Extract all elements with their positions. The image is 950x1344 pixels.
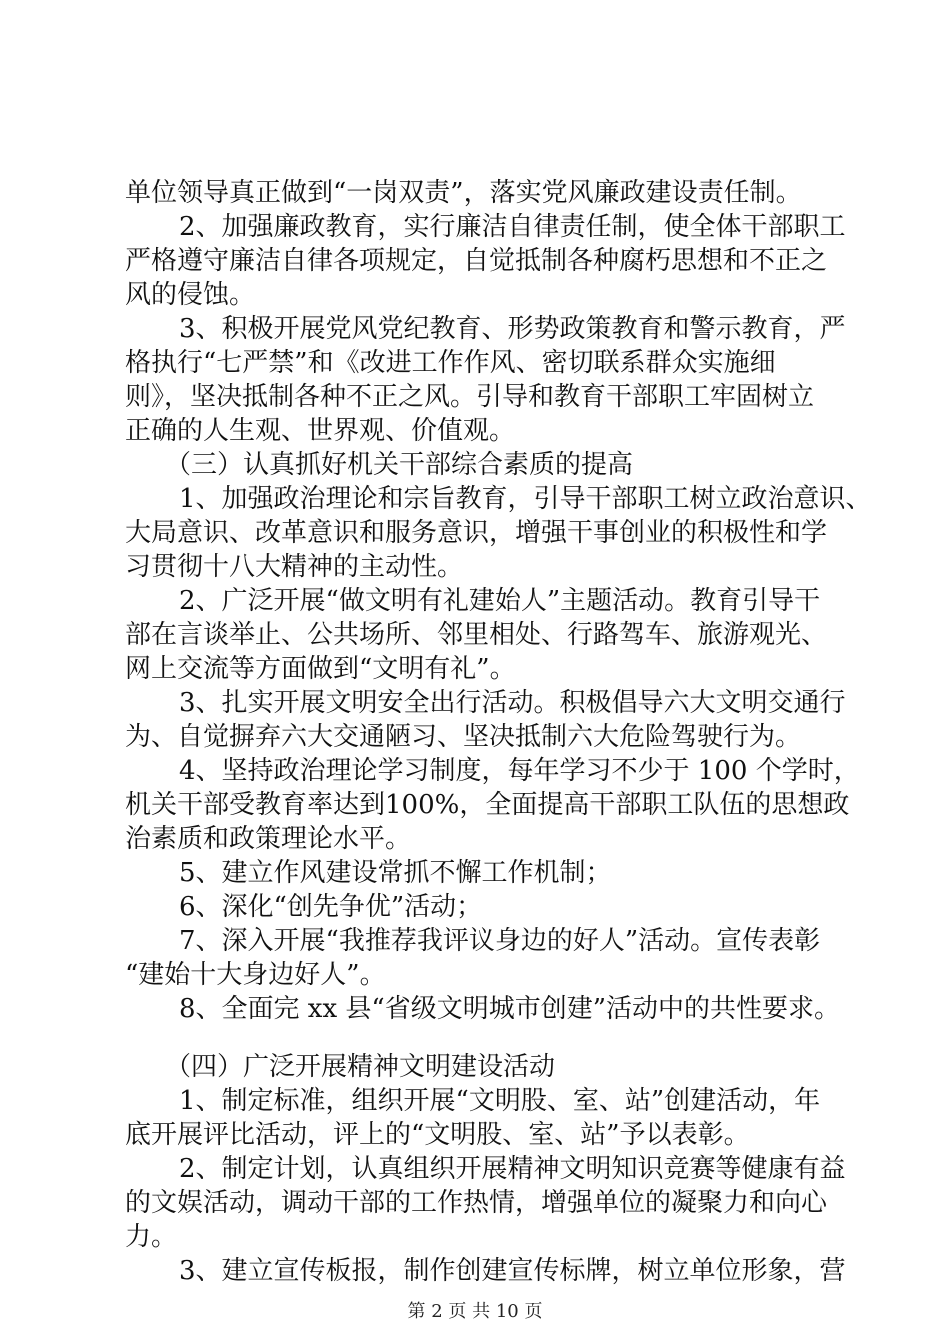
text-line: 1、加强政治理论和宗旨教育，引导干部职工树立政治意识、 — [179, 484, 872, 514]
text-line: 5、建立作风建设常抓不懈工作机制； — [179, 858, 612, 888]
page-number-footer: 第 2 页 共 10 页 — [407, 1301, 543, 1322]
text-line: 4、坚持政治理论学习制度，每年学习不少于 100 个学时， — [179, 756, 860, 786]
text-line: 单位领导真正做到“一岗双责”，落实党风廉政建设责任制。 — [125, 178, 802, 208]
text-line: 3、积极开展党风党纪教育、形势政策教育和警示教育，严 — [179, 314, 846, 344]
text-line: 2、广泛开展“做文明有礼建始人”主题活动。教育引导干 — [179, 586, 821, 616]
text-line: 7、深入开展“我推荐我评议身边的好人”活动。宣传表彰 — [179, 926, 821, 956]
text-line: 8、全面完 xx 县“省级文明城市创建”活动中的共性要求。 — [179, 994, 840, 1024]
text-line: 部在言谈举止、公共场所、邻里相处、行路驾车、旅游观光、 — [125, 620, 828, 650]
text-line: 机关干部受教育率达到100%，全面提高干部职工队伍的思想政 — [125, 790, 850, 820]
text-line: 6、深化“创先争优”活动； — [179, 892, 483, 922]
text-line: 2、加强廉政教育，实行廉洁自律责任制，使全体干部职工 — [179, 212, 846, 242]
text-line: 3、建立宣传板报，制作创建宣传标牌，树立单位形象，营 — [179, 1256, 846, 1286]
section-heading: （四）广泛开展精神文明建设活动 — [165, 1052, 556, 1082]
text-line: 格执行“七严禁”和《改进工作作风、密切联系群众实施细 — [125, 348, 776, 378]
text-line: 底开展评比活动，评上的“文明股、室、站”予以表彰。 — [125, 1120, 750, 1150]
text-line: 的文娱活动，调动干部的工作热情，增强单位的凝聚力和向心 — [125, 1188, 828, 1218]
text-line: 2、制定计划，认真组织开展精神文明知识竞赛等健康有益 — [179, 1154, 846, 1184]
text-line: 风的侵蚀。 — [125, 280, 256, 310]
text-line: 习贯彻十八大精神的主动性。 — [125, 552, 464, 582]
text-line: 网上交流等方面做到“文明有礼”。 — [125, 654, 516, 684]
text-line: 3、扎实开展文明安全出行活动。积极倡导六大文明交通行 — [179, 688, 846, 718]
text-line: 为、自觉摒弃六大交通陋习、坚决抵制六大危险驾驶行为。 — [125, 722, 802, 752]
text-line: 正确的人生观、世界观、价值观。 — [125, 416, 516, 446]
text-line: 大局意识、改革意识和服务意识，增强干事创业的积极性和学 — [125, 518, 828, 548]
text-line: 治素质和政策理论水平。 — [125, 824, 412, 854]
text-line: 则》，坚决抵制各种不正之风。引导和教育干部职工牢固树立 — [125, 382, 815, 412]
text-line: 严格遵守廉洁自律各项规定，自觉抵制各种腐朽思想和不正之 — [125, 246, 828, 276]
text-line: 1、制定标准，组织开展“文明股、室、站”创建活动，年 — [179, 1086, 821, 1116]
text-line: 力。 — [125, 1222, 178, 1252]
text-line: “建始十大身边好人”。 — [125, 960, 386, 990]
section-heading: （三）认真抓好机关干部综合素质的提高 — [165, 450, 634, 480]
